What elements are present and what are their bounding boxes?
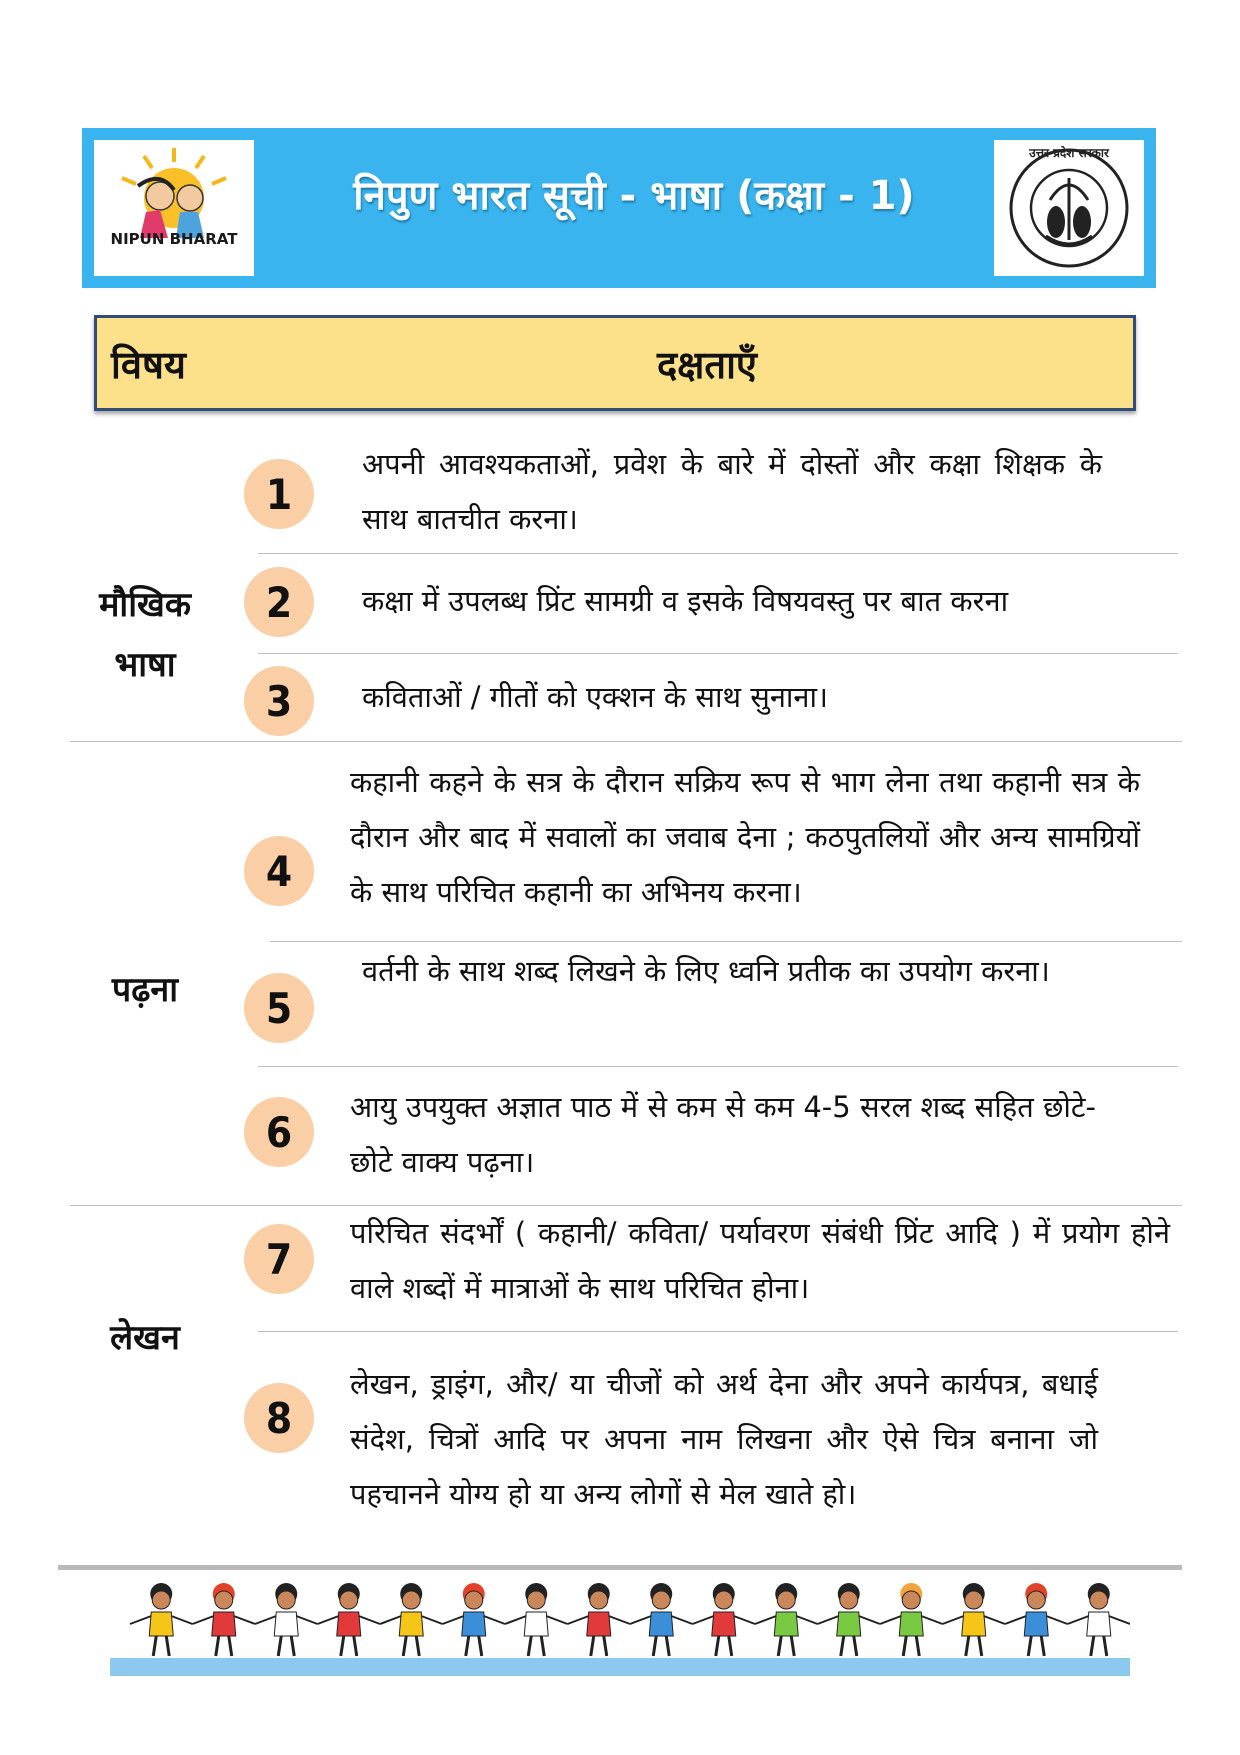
subject-writing: लेखन — [110, 1318, 180, 1358]
item-text-5: वर्तनी के साथ शब्द लिखने के लिए ध्वनि प्रतीक का उपयोग करना। — [362, 954, 1050, 988]
child-figure — [818, 1583, 881, 1656]
item-number-2: 2 — [244, 567, 314, 637]
item-text-7: परिचित संदर्भों ( कहानी/ कविता/ पर्यावरण संबंधी प्रिंट आदि ) में प्रयोग होने वाले शब्दों में मात्राओं के साथ परिचित होना। — [350, 1216, 1170, 1305]
item-text-2: कक्षा में उपलब्ध प्रिंट सामग्री व इसके विषयवस्तु पर बात करना — [362, 584, 1009, 618]
item-text-4: कहानी कहने के सत्र के दौरान सक्रिय रूप से भाग लेना तथा कहानी सत्र के दौरान और बाद में सवालों का जवाब देना ; कठपुतलियों और अन्य सामग्रियों के साथ परिचित कहानी का अभिनय करना। — [350, 765, 1140, 909]
row-divider — [258, 1066, 1178, 1067]
child-figure — [943, 1583, 1006, 1656]
item-text-8: लेखन, ड्राइंग, और/ या चीजों को अर्थ देना और अपने कार्यपत्र, बधाई संदेश, चित्रों आदि पर अपना नाम लिखना और ऐसे चित्र बनाना जो पहचानने योग्य हो या अन्य लोगों से मेल खाते हो। — [350, 1367, 1098, 1511]
table-header — [94, 315, 1136, 411]
nipun-bharat-logo — [94, 140, 254, 276]
skills-column-header: दक्षताएँ — [657, 343, 757, 387]
item-number-8: 8 — [244, 1383, 314, 1453]
child-figure — [380, 1583, 443, 1656]
child-figure — [1068, 1583, 1131, 1656]
item-text-1: अपनी आवश्यकताओं, प्रवेश के बारे में दोस्तों और कक्षा शिक्षक के साथ बातचीत करना। — [362, 447, 1102, 536]
child-figure — [568, 1583, 631, 1656]
children-illustration — [110, 1576, 1130, 1676]
up-government-seal — [994, 140, 1144, 276]
item-number-4: 4 — [244, 836, 314, 906]
item-number-5: 5 — [244, 973, 314, 1043]
item-text-6: आयु उपयुक्त अज्ञात पाठ में से कम से कम 4-5 सरल शब्द सहित छोटे-छोटे वाक्य पढ़ना। — [350, 1090, 1096, 1179]
children-holding-hands-icon — [110, 1576, 1130, 1676]
row-divider — [258, 1331, 1178, 1332]
child-figure — [130, 1583, 193, 1656]
item-number-3: 3 — [244, 666, 314, 736]
child-figure — [630, 1583, 693, 1656]
child-figure — [693, 1583, 756, 1656]
child-figure — [1005, 1583, 1068, 1656]
item-text-3: कविताओं / गीतों को एक्शन के साथ सुनाना। — [362, 680, 829, 714]
nipun-bharat-logo-icon — [94, 140, 254, 276]
footer-divider — [58, 1565, 1182, 1570]
item-number-6: 6 — [244, 1097, 314, 1167]
child-figure — [505, 1583, 568, 1656]
row-divider — [258, 553, 1178, 554]
child-figure — [255, 1583, 318, 1656]
subject-reading: पढ़ना — [111, 970, 179, 1010]
subject-oral-language: मौखिक भाषा — [99, 585, 191, 685]
child-figure — [755, 1583, 818, 1656]
item-number-7: 7 — [244, 1224, 314, 1294]
section-divider — [70, 741, 1182, 742]
row-divider — [258, 653, 1178, 654]
title-banner — [82, 128, 1156, 288]
row-divider — [270, 941, 1182, 942]
up-seal-text: उत्तर प्रदेश सरकार — [1029, 146, 1109, 160]
nipun-bharat-logo-text: NIPUN BHARAT — [110, 230, 238, 248]
child-figure — [318, 1583, 381, 1656]
page-title: निपुण भारत सूची - भाषा (कक्षा - 1) — [353, 173, 915, 219]
child-figure — [880, 1583, 943, 1656]
child-figure — [193, 1583, 256, 1656]
item-number-1: 1 — [244, 459, 314, 529]
child-figure — [443, 1583, 506, 1656]
subject-column-header: विषय — [111, 343, 186, 387]
